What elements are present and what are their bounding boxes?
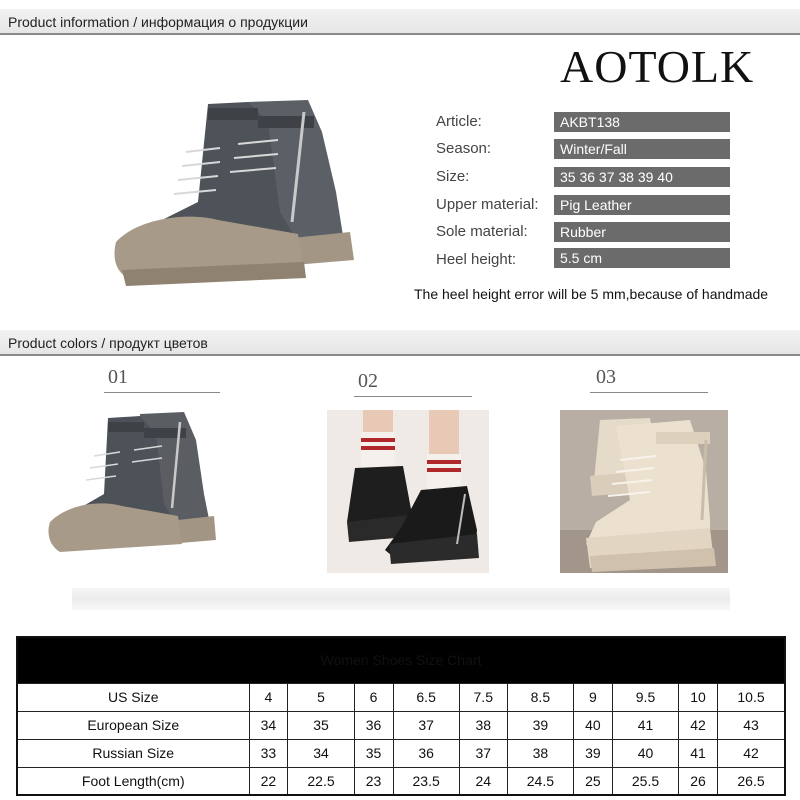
spec-label-sole-material: Sole material:	[436, 223, 528, 240]
spec-value-sole-material: Rubber	[554, 222, 730, 242]
table-cell: 22.5	[288, 767, 354, 795]
color-number-01: 01	[108, 366, 128, 388]
row-label-us-size: US Size	[17, 683, 249, 711]
product-info-header: Product information / информация о продукции	[0, 9, 800, 35]
row-label-foot-length: Foot Length(cm)	[17, 767, 249, 795]
spec-label-article: Article:	[436, 113, 482, 130]
table-row	[17, 767, 785, 795]
table-cell: 35	[354, 739, 393, 767]
table-cell: 5	[288, 683, 354, 711]
brand-name: AOTOLK	[560, 41, 755, 92]
color-option-03-image[interactable]	[560, 410, 728, 573]
table-cell: 10	[679, 683, 718, 711]
color-underline-02	[354, 396, 472, 397]
color-section-divider	[72, 588, 730, 610]
spec-value-heel-height: 5.5 cm	[554, 248, 730, 268]
size-chart-title-row	[17, 637, 785, 683]
table-cell: 8.5	[507, 683, 573, 711]
spec-label-heel-height: Heel height:	[436, 251, 517, 268]
table-cell: 23.5	[393, 767, 459, 795]
table-cell: 25.5	[612, 767, 678, 795]
size-chart-table	[16, 636, 786, 796]
table-cell: 6.5	[393, 683, 459, 711]
table-row	[17, 711, 785, 739]
table-cell: 43	[718, 711, 786, 739]
table-cell: 42	[679, 711, 718, 739]
table-cell: 24.5	[507, 767, 573, 795]
table-cell: 4	[249, 683, 288, 711]
color-underline-03	[590, 392, 708, 393]
color-number-03: 03	[596, 366, 616, 388]
spec-value-size: 35 36 37 38 39 40	[554, 167, 730, 187]
color-option-01-image[interactable]	[44, 404, 220, 564]
table-cell: 36	[354, 711, 393, 739]
spec-value-season: Winter/Fall	[554, 139, 730, 159]
table-cell: 40	[574, 711, 613, 739]
table-cell: 34	[249, 711, 288, 739]
heel-height-note: The heel height error will be 5 mm,because of handmade	[414, 286, 769, 302]
table-cell: 24	[459, 767, 507, 795]
color-underline-01	[104, 392, 220, 393]
table-cell: 42	[718, 739, 786, 767]
row-label-russian-size: Russian Size	[17, 739, 249, 767]
color-number-02: 02	[358, 370, 378, 392]
table-cell: 39	[574, 739, 613, 767]
table-cell: 34	[288, 739, 354, 767]
table-cell: 6	[354, 683, 393, 711]
table-cell: 23	[354, 767, 393, 795]
spec-label-season: Season:	[436, 140, 492, 157]
table-cell: 38	[507, 739, 573, 767]
color-option-02-image[interactable]	[327, 410, 489, 573]
table-cell: 40	[612, 739, 678, 767]
size-chart-title: Women Shoes Size Chart	[17, 637, 785, 683]
table-row	[17, 739, 785, 767]
spec-label-upper-material: Upper material:	[436, 196, 539, 213]
table-cell: 26.5	[718, 767, 786, 795]
table-cell: 9.5	[612, 683, 678, 711]
table-row	[17, 683, 785, 711]
row-label-european-size: European Size	[17, 711, 249, 739]
table-cell: 26	[679, 767, 718, 795]
table-cell: 41	[679, 739, 718, 767]
table-cell: 41	[612, 711, 678, 739]
spec-value-upper-material: Pig Leather	[554, 195, 730, 215]
spec-value-article: AKBT138	[554, 112, 730, 132]
table-cell: 37	[393, 711, 459, 739]
table-cell: 36	[393, 739, 459, 767]
table-cell: 38	[459, 711, 507, 739]
table-cell: 35	[288, 711, 354, 739]
main-product-image	[108, 92, 358, 292]
table-cell: 22	[249, 767, 288, 795]
table-cell: 10.5	[718, 683, 786, 711]
table-cell: 25	[574, 767, 613, 795]
product-colors-header: Product colors / продукт цветов	[0, 330, 800, 356]
table-cell: 9	[574, 683, 613, 711]
table-cell: 33	[249, 739, 288, 767]
spec-label-size: Size:	[436, 168, 470, 185]
table-cell: 37	[459, 739, 507, 767]
table-cell: 7.5	[459, 683, 507, 711]
table-cell: 39	[507, 711, 573, 739]
